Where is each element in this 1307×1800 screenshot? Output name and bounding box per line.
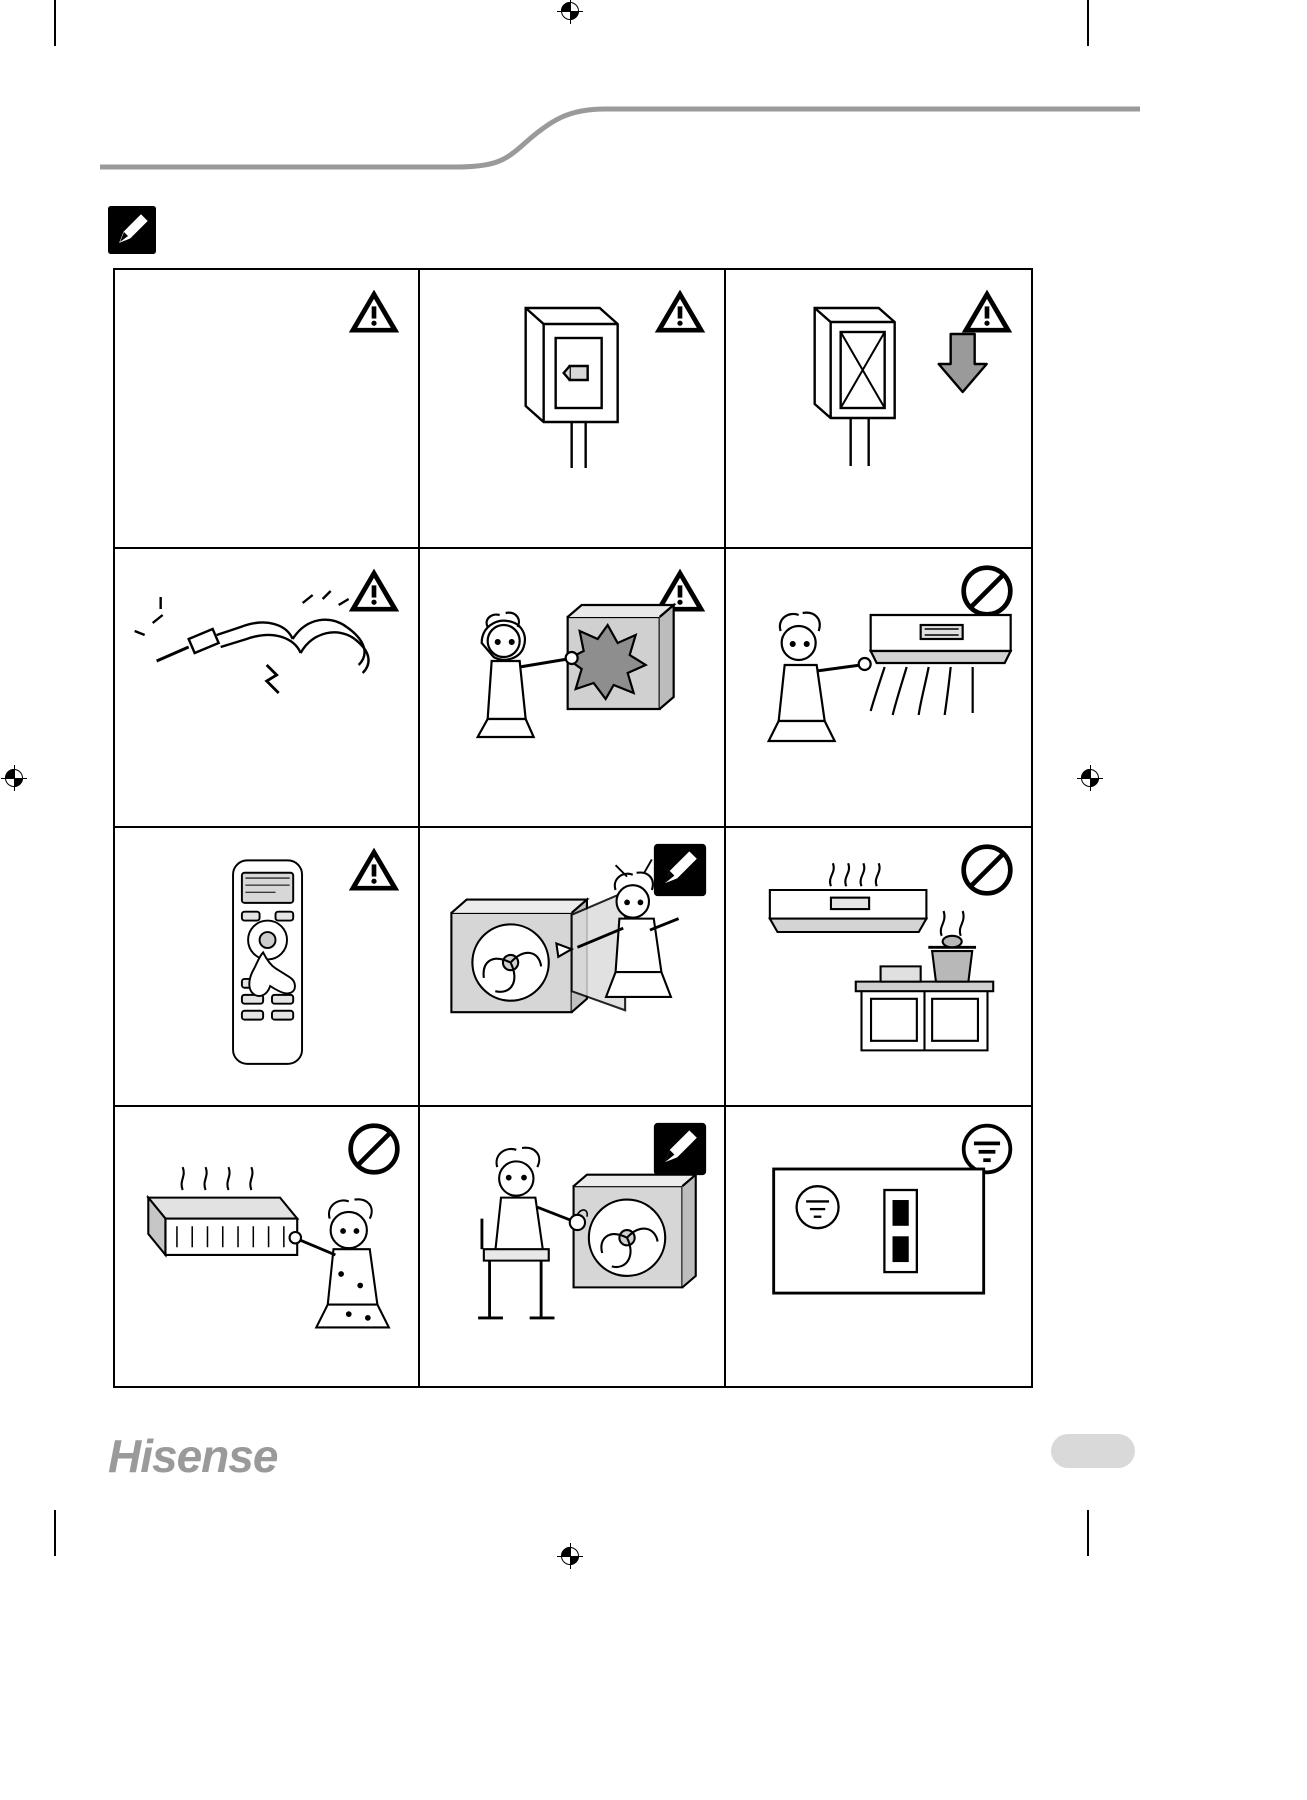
- grounded-outlet-icon: [726, 1127, 1031, 1317]
- safety-instruction-grid: [113, 268, 1033, 1388]
- breaker-box-icon: [420, 290, 723, 480]
- safety-cell-9: [726, 828, 1031, 1107]
- person-direct-airflow-icon: [726, 569, 1031, 759]
- safety-cell-2: [420, 270, 725, 549]
- down-arrow-icon: [938, 334, 986, 392]
- registration-mark-top: [557, 0, 583, 24]
- safety-cell-6: [726, 549, 1031, 828]
- person-damaged-outdoor-unit-icon: [420, 569, 723, 759]
- person-on-chair-outdoor-unit-icon: [420, 1127, 723, 1317]
- safety-cell-4: [115, 549, 420, 828]
- crop-mark-bottom-left-v: [54, 1510, 56, 1556]
- safety-cell-5: [420, 549, 725, 828]
- note-pencil-badge: [108, 206, 156, 254]
- registration-mark-bottom: [557, 1543, 583, 1569]
- indoor-unit-near-stove-icon: [726, 848, 1031, 1038]
- safety-cell-12: [726, 1107, 1031, 1386]
- breaker-box-crossed-icon: [726, 290, 1031, 480]
- registration-mark-right: [1077, 765, 1103, 791]
- safety-cell-7: [115, 828, 420, 1107]
- crop-mark-bottom-right-v: [1087, 1510, 1089, 1556]
- warning-triangle-icon: [346, 284, 402, 340]
- remote-control-icon: [115, 848, 418, 1038]
- damaged-power-cord-icon: [115, 569, 418, 759]
- registration-mark-left: [1, 765, 27, 791]
- crop-mark-top-left-v: [54, 0, 56, 46]
- person-touching-unit-icon: [115, 1127, 418, 1317]
- hisense-logo: [108, 1432, 338, 1482]
- safety-cell-11: [420, 1107, 725, 1386]
- person-cleaning-outdoor-unit-icon: [420, 848, 723, 1038]
- safety-cell-10: [115, 1107, 420, 1386]
- crop-mark-top-right-v: [1087, 0, 1089, 46]
- safety-cell-1: [115, 270, 420, 549]
- page-number: [1051, 1434, 1135, 1468]
- safety-cell-8: [420, 828, 725, 1107]
- safety-cell-3: [726, 270, 1031, 549]
- svg-text:Hisense: Hisense: [108, 1432, 278, 1482]
- header-swoosh-rule: [100, 95, 1140, 185]
